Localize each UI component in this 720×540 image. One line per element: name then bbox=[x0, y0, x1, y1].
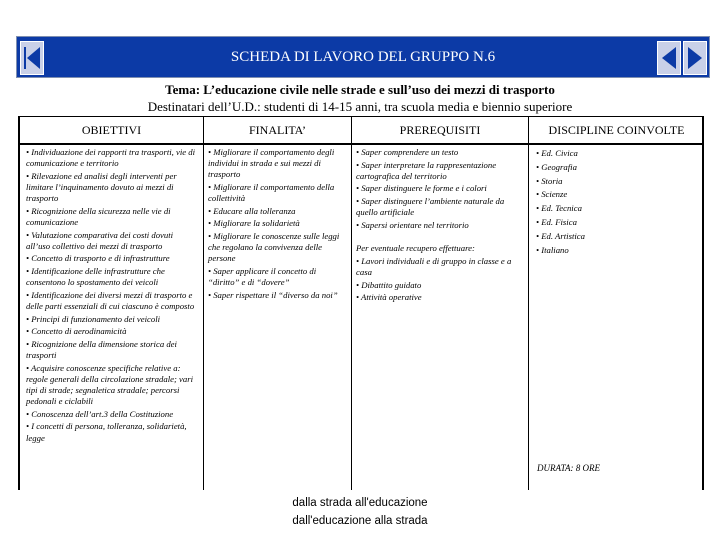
header-finalita: FINALITA’ bbox=[248, 123, 307, 137]
recupero-intro: Per eventuale recupero effettuare: bbox=[356, 243, 475, 254]
prerequisiti-list bbox=[356, 147, 524, 305]
list-item: • Migliorare il comportamento della collettività bbox=[208, 182, 335, 204]
finalita-list bbox=[208, 147, 346, 302]
list-item: • Saper rispettare il “diverso da noi” bbox=[208, 289, 338, 300]
list-item: • Principi di funzionamento dei veicoli bbox=[26, 313, 161, 324]
list-item: • Saper interpretare la rappresentazione cartografica del territorio bbox=[356, 159, 497, 181]
column-divider bbox=[203, 117, 204, 490]
list-item: • Storia bbox=[536, 175, 563, 186]
list-item: • Saper applicare il concetto di “diritto” e di “dovere” bbox=[208, 265, 317, 288]
list-item: • Scienze bbox=[536, 189, 568, 200]
list-item: • Acquisire conoscenze specifiche relative a: regole generali della circolazione stradale; vari tipi di strade; segnaletica stradale; percorsi pedonali e ciclabili bbox=[26, 362, 194, 407]
obiettivi-list bbox=[26, 147, 198, 445]
list-item: • Educare alla tolleranza bbox=[208, 205, 296, 216]
list-item: • Sapersi orientare nel territorio bbox=[356, 219, 469, 230]
list-item: • Ed. Fisica bbox=[536, 216, 577, 227]
column-divider bbox=[528, 117, 529, 490]
list-item: • Identificazione dei diversi mezzi di trasporto e delle parti essenziali di cui ciascuno è composto bbox=[26, 289, 195, 311]
list-item: • Concetto di aerodinamicità bbox=[26, 326, 127, 337]
header-prerequisiti: PREREQUISITI bbox=[399, 123, 481, 137]
list-item: • Rilevazione ed analisi degli interventi per limitare l’inquinamento dovuto ai mezzi di trasporto bbox=[26, 170, 177, 204]
list-item: • Lavori individuali e di gruppo in classe e a casa bbox=[356, 255, 512, 278]
next-page-icon bbox=[684, 42, 706, 74]
list-item: • Ricognizione della sicurezza nelle vie di comunicazione bbox=[26, 205, 171, 227]
title-bar bbox=[16, 36, 710, 78]
list-item: • Conoscenza dell’art.3 della Costituzione bbox=[26, 408, 174, 419]
list-item: • Saper distinguere le forme e i colori bbox=[356, 183, 487, 194]
list-item: • Saper distinguere l’ambiente naturale da quello artificiale bbox=[356, 195, 505, 218]
header-discipline: DISCIPLINE COINVOLTE bbox=[548, 123, 685, 137]
table-header bbox=[20, 117, 702, 145]
tema-line: Tema: L’educazione civile nelle strade e sull’uso dei mezzi di trasporto bbox=[165, 82, 555, 97]
page-title: SCHEDA DI LAVORO DEL GRUPPO N.6 bbox=[230, 49, 496, 65]
list-item: • Valutazione comparativa dei costi dovuti all’uso collettivo dei mezzi di trasporto bbox=[26, 229, 174, 251]
previous-page-button[interactable] bbox=[657, 41, 681, 75]
list-item: • Individuazione dei rapporti tra trasporti, vie di comunicazione e territorio bbox=[26, 147, 196, 169]
list-item: • Ricognizione della dimensione storica dei trasporti bbox=[26, 338, 177, 360]
list-item: • Ed. Tecnica bbox=[536, 203, 582, 214]
list-item: • Ed. Civica bbox=[536, 148, 578, 158]
list-item: • Migliorare le conoscenze sulle leggi che regolano la convivenza delle persone bbox=[208, 230, 340, 264]
list-item: • Migliorare il comportamento degli individui in strada e sui mezzi di trasporto bbox=[208, 147, 335, 180]
list-item: • Italiano bbox=[536, 244, 569, 255]
list-item: • Dibattito guidato bbox=[356, 279, 422, 290]
discipline-list bbox=[536, 147, 696, 257]
list-item: • Saper comprendere un testo bbox=[356, 147, 459, 157]
durata-label: DURATA: 8 ORE bbox=[537, 463, 600, 473]
list-item: • Ed. Artistica bbox=[536, 230, 585, 241]
next-page-button[interactable] bbox=[683, 41, 707, 75]
list-item: • Identificazione delle infrastrutture che consentono lo spostamento dei veicoli bbox=[26, 265, 165, 288]
header-obiettivi: OBIETTIVI bbox=[81, 123, 142, 137]
list-item: • Concetto di trasporto e di infrastrutture bbox=[26, 253, 170, 264]
footer-line-2: dall'educazione alla strada bbox=[292, 515, 428, 527]
list-item: • Migliorare la solidarietà bbox=[208, 218, 300, 229]
column-divider bbox=[351, 117, 352, 490]
list-item: • I concetti di persona, tolleranza, solidarietà, legge bbox=[26, 421, 187, 443]
work-table bbox=[18, 116, 704, 490]
destinatari-line: Destinatari dell’U.D.: studenti di 14-15 anni, tra scuola media e biennio superiore bbox=[147, 99, 573, 114]
list-item: • Geografia bbox=[536, 161, 577, 172]
previous-page-icon bbox=[658, 42, 680, 74]
footer-line-1: dalla strada all'educazione bbox=[292, 497, 428, 509]
list-item: • Attività operative bbox=[356, 292, 422, 303]
